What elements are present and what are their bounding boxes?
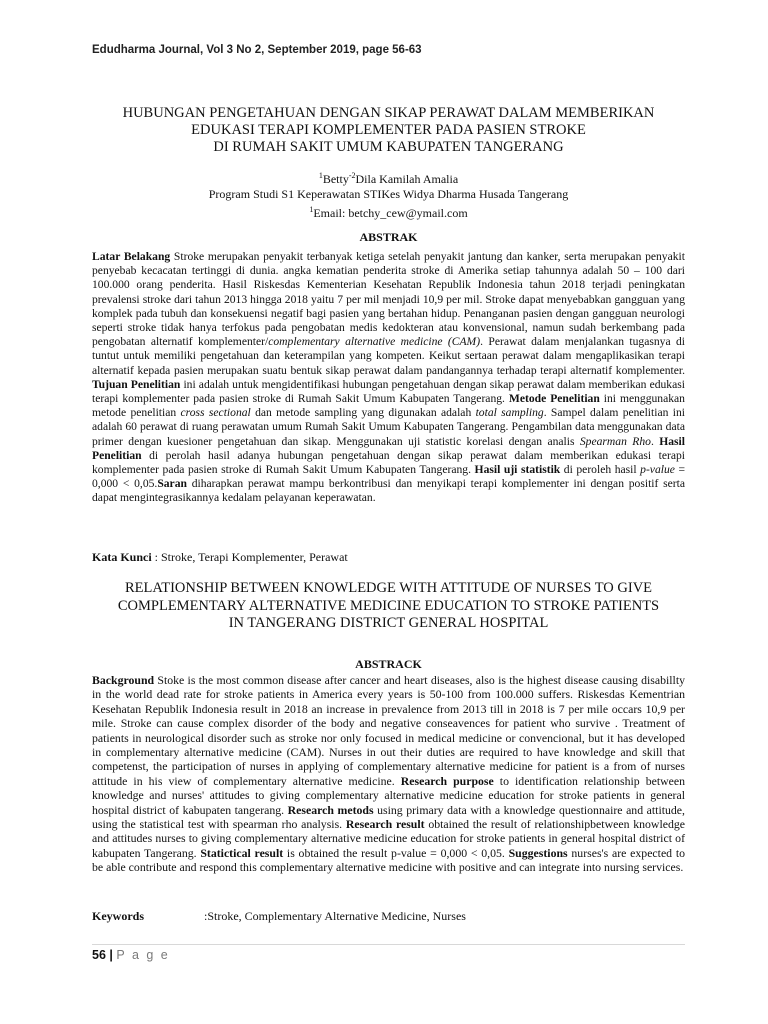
keywords-label: Keywords [92, 909, 144, 923]
title-english-line-2: COMPLEMENTARY ALTERNATIVE MEDICINE EDUCATION TO STROKE PATIENTS [117, 597, 660, 614]
author-names: $^1$Betty$^{-2}$Dila Kamilah Amalia [318, 171, 459, 186]
kata-kunci [92, 550, 685, 565]
journal-header: Edudharma Journal, Vol 3 No 2, September 2019, page 56-63 [92, 44, 422, 56]
abstract-body: Background Stoke is the most common disease after cancer and heart diseases, also is the highest disease causing disabillty in the world dead rate for stroke patients in America every years is 50-100 from 100.000 suffers. Riskesdas Kementrian Kesehatan Republik Indonesia result in 2018 an increase in prevalence from 2013 till in 2018 is 7 per mile occars 10,9 per mile. Stroke can cause complex disorder of the body and negative conseavences for patient who survive . Treatment of patients in neurological disorder such as stroke nor only focused in medical medicine or convencional, but it has developed in complementary alternative medicine (CAM). Nurses in out their duties are required to have knowledge and skill that competenst, the participation of nurses in applying of complementary alternative medicine for patient is a from of nurses attitude in his view of complementary alternative medicine. Research purpose to identification relationship between knowledge and nurses' attitudes to giving complementary alternative medicine education for stroke patients in general hospital district of kabupaten tangerang. Research metods using primary data with a knowledge questionnaire and attitude, using the statistical test with spearman rho analysis. Research result obtained the result of relationshipbetween knowledge and attitudes nurses to giving complementary alternative medicine education for stroke patients in general hospital district of kabupaten Tangerang. Statictical result is obtained the result p-value = 0,000 < 0,05. Suggestions nurses's are expected to be able contribute and respond this complementary alternative medicine with positive and can integrate into nursing services. [92, 673, 686, 875]
keywords-value: :Stroke, Complementary Alternative Medicine, Nurses [204, 909, 466, 923]
title-indonesian [92, 105, 685, 156]
keywords [92, 909, 685, 924]
title-indonesian-line-3: DI RUMAH SAKIT UMUM KABUPATEN TANGERANG [213, 139, 564, 155]
author-email: $^1$Email: betchy_cew@ymail.com [309, 205, 468, 220]
abstrak-body: Latar Belakang Stroke merupakan penyakit terbanyak ketiga setelah penyakit jantung dan kanker, serta merupakan penyakit penyebab kecacatan tertinggi di dunia. angka kematian penderita stroke di Amerika setiap tahunnya adalah 50 – 100 dari 100.000 orang penderita. Hasil Riskesdas Kementerian Kesehatan Republik Indonesia tahun 2018 terjadi peningkatan prevalensi stroke dari tahun 2013 hingga 2018 yaitu 7 per mil menjadi 10,9 per mil. Stroke dapat menyebabkan gangguan yang komplek pada tubuh dan konsekuensi negatif bagi pasien yang bertahan hidup. Penanganan pasien dengan gangguan neurologi seperti stroke tidak hanya terfokus pada pengobatan medis kedokteran atau konvensional, namun sudah berkembang pada pengobatan alternatif komplementer/complementary alternative medicine (CAM). Perawat dalam menjalankan tugasnya di tuntut untuk memiliki pengetahuan dan keterampilan yang kompeten. Keikut sertaan perawat dalam mengaplikasikan terapi alternatif kepada pasien merupakan suatu bentuk sikap perawat dalam pandangannya terhadap terapi alternatif komplementer. Tujuan Penelitian ini adalah untuk mengidentifikasi hubungan pengetahuan dengan sikap perawat dalam memberikan edukasi terapi komplementer pada pasien stroke di Rumah Sakit Umum Kabupaten Tangerang. Metode Penelitian ini menggunakan metode penelitian cross sectional dan metode sampling yang digunakan adalah total sampling. Sampel dalam penelitian ini adalah 60 perawat di ruang perawatan umum Rumah Sakit Umum Kabupaten Tangerang. Pengambilan data menggunakan data primer dengan kuesioner pengetahuan dan sikap. Menggunakan uji statistic korelasi dengan analis Spearman Rho. Hasil Penelitian di perolah hasil adanya hubungan pengetahuan dengan sikap perawat dalam memberikan edukasi terapi komplementer pada pasien stroke di Rumah Sakit Umum Kabupaten Tangerang. Hasil uji statistik di peroleh hasil p-value = 0,000 < 0,05.Saran diharapkan perawat mampu berkontribusi dan menyikapi terapi komplementer ini dengan positif serta dapat mengintegrasikannya kedalam pelayanan keperawatan. [92, 250, 686, 505]
author-affiliation: Program Studi S1 Keperawatan STIKes Widya Dharma Husada Tangerang [208, 187, 569, 201]
page-footer [92, 948, 170, 962]
author-block [92, 168, 685, 221]
page-word: P a g e [116, 948, 170, 962]
title-english-line-1: RELATIONSHIP BETWEEN KNOWLEDGE WITH ATTITUDE OF NURSES TO GIVE [124, 580, 653, 596]
footer-divider [92, 944, 685, 945]
title-indonesian-line-1: HUBUNGAN PENGETAHUAN DENGAN SIKAP PERAWAT DALAM MEMBERIKAN [122, 105, 655, 121]
abstract-heading: ABSTRACK [355, 657, 422, 671]
kata-kunci-value: : Stroke, Terapi Komplementer, Perawat [151, 550, 348, 564]
title-indonesian-line-2: EDUKASI TERAPI KOMPLEMENTER PADA PASIEN STROKE [191, 122, 586, 138]
title-english-line-3: IN TANGERANG DISTRICT GENERAL HOSPITAL [228, 615, 549, 631]
kata-kunci-label: Kata Kunci [92, 550, 152, 564]
page-number: 56 [92, 948, 106, 962]
page-separator: | [105, 948, 117, 962]
abstrak-heading: ABSTRAK [359, 230, 418, 244]
title-english [92, 580, 685, 633]
